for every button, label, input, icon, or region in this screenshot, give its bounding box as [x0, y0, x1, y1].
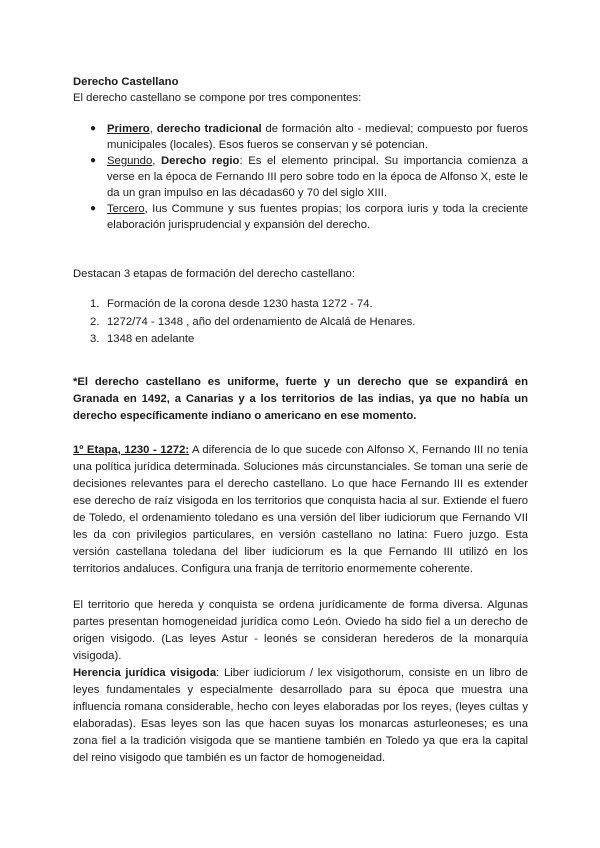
stage-number: 3.: [90, 333, 100, 345]
heritage-label: Herencia jurídica visigoda: [73, 667, 217, 679]
component-text: : Es el elemento principal. Su importancia comienza a verse en la época de Fernando III pero sobre todo en la época de Alfonso X, este le da un gran impulso en las décadas60 y 70 del siglo XIII.: [107, 155, 529, 199]
list-item: [73, 201, 528, 233]
component-text: , Ius Commune y sus fuentes propias; los corpora iuris y toda la creciente elaboración jurisprudencial y expansión del derecho.: [107, 203, 528, 231]
territory-paragraph: El territorio que hereda y conquista se ordena jurídicamente de forma diversa. Algunas partes presentan homogeneidad jurídica como León. Oviedo ha sido fiel a un derecho de origen visigodo. (Las leyes Astur - leonés se consideran herederos de la monarquía visigoda).: [73, 599, 528, 662]
component-separator: ,: [149, 123, 157, 135]
component-ordinal: Primero: [107, 123, 150, 135]
list-item: [73, 153, 528, 201]
note-section: [73, 374, 528, 425]
component-ordinal: Tercero: [107, 203, 145, 215]
stage-number: 1.: [90, 298, 100, 310]
component-ordinal: Segundo: [107, 155, 153, 167]
stages-intro: Destacan 3 etapas de formación del derecho castellano:: [73, 268, 355, 280]
component-text: de formación alto - medieval; compuesto por fueros municipales (locales). Esos fueros se conservan y sé potencian.: [107, 123, 528, 151]
component-label: derecho tradicional: [156, 123, 262, 135]
stage1-section: [73, 442, 528, 578]
document-title: Derecho Castellano: [73, 76, 179, 88]
list-item: [73, 314, 528, 332]
list-item: [73, 121, 528, 153]
component-separator: ,: [152, 155, 161, 167]
bullet-icon: ●: [90, 123, 97, 134]
territory-section: [73, 597, 528, 767]
list-item: [73, 331, 528, 349]
note-paragraph: *El derecho castellano es uniforme, fuerte y un derecho que se expandirá en Granada en 1492, a Canarias y a los territorios de las indias, ya que no había un derecho específicamente indiano o americano en ese momento.: [73, 376, 528, 422]
stage1-heading: 1º Etapa, 1230 - 1272:: [73, 444, 190, 456]
bullet-icon: ●: [90, 203, 97, 214]
stage-text: Formación de la corona desde 1230 hasta 1272 - 74.: [107, 298, 373, 310]
stage1-text: A diferencia de lo que sucede con Alfonso X, Fernando III no tenía una política jurídica determinada. Soluciones más circunstanciales. Se toman una serie de decisiones relevantes para el derecho castellano. Lo que hace Fernando III es extender ese derecho de raíz visigoda en los territorios que conquista hacia al sur. Extiende el fuero de Toledo, el ordenamiento toledano es una versión del liber iudiciorum que Fernando VII les da con privilegios particulares, en versión castellano no latina: Fuero juzgo. Esta versión castellana toledana del liber iudiciorum es la que Fernando III utilizó en los territorios andaluces. Configura una franja de territorio enormemente coherente.: [73, 444, 528, 575]
stages-section: [73, 266, 528, 282]
stage-text: 1348 en adelante: [107, 333, 195, 345]
intro-paragraph: El derecho castellano se compone por tres componentes:: [73, 92, 362, 104]
stage-text: 1272/74 - 1348 , año del ordenamiento de Alcalá de Henares.: [107, 315, 416, 328]
stage-number: 2.: [90, 315, 100, 328]
component-label: Derecho regio: [161, 155, 240, 167]
stages-list: [73, 296, 528, 349]
heritage-text: : Liber iudiciorum / lex visigothorum, consiste en un libro de leyes fundamentales y especialmente desarrollado para su época que muestra una influencia romana considerable, hecho con leyes elaboradas por los reyes, (leyes cultas y elaboradas). Esas leyes son las que hacen suyas los monarcas asturleoneses; es una zona fiel a la tradición visigoda que se mantiene también en Toledo ya que era la capital del reino visigodo que también es un factor de homogeneidad.: [73, 667, 529, 764]
components-list: [73, 121, 528, 233]
bullet-icon: ●: [90, 155, 97, 166]
title-section: [73, 74, 528, 106]
list-item: [73, 296, 528, 314]
